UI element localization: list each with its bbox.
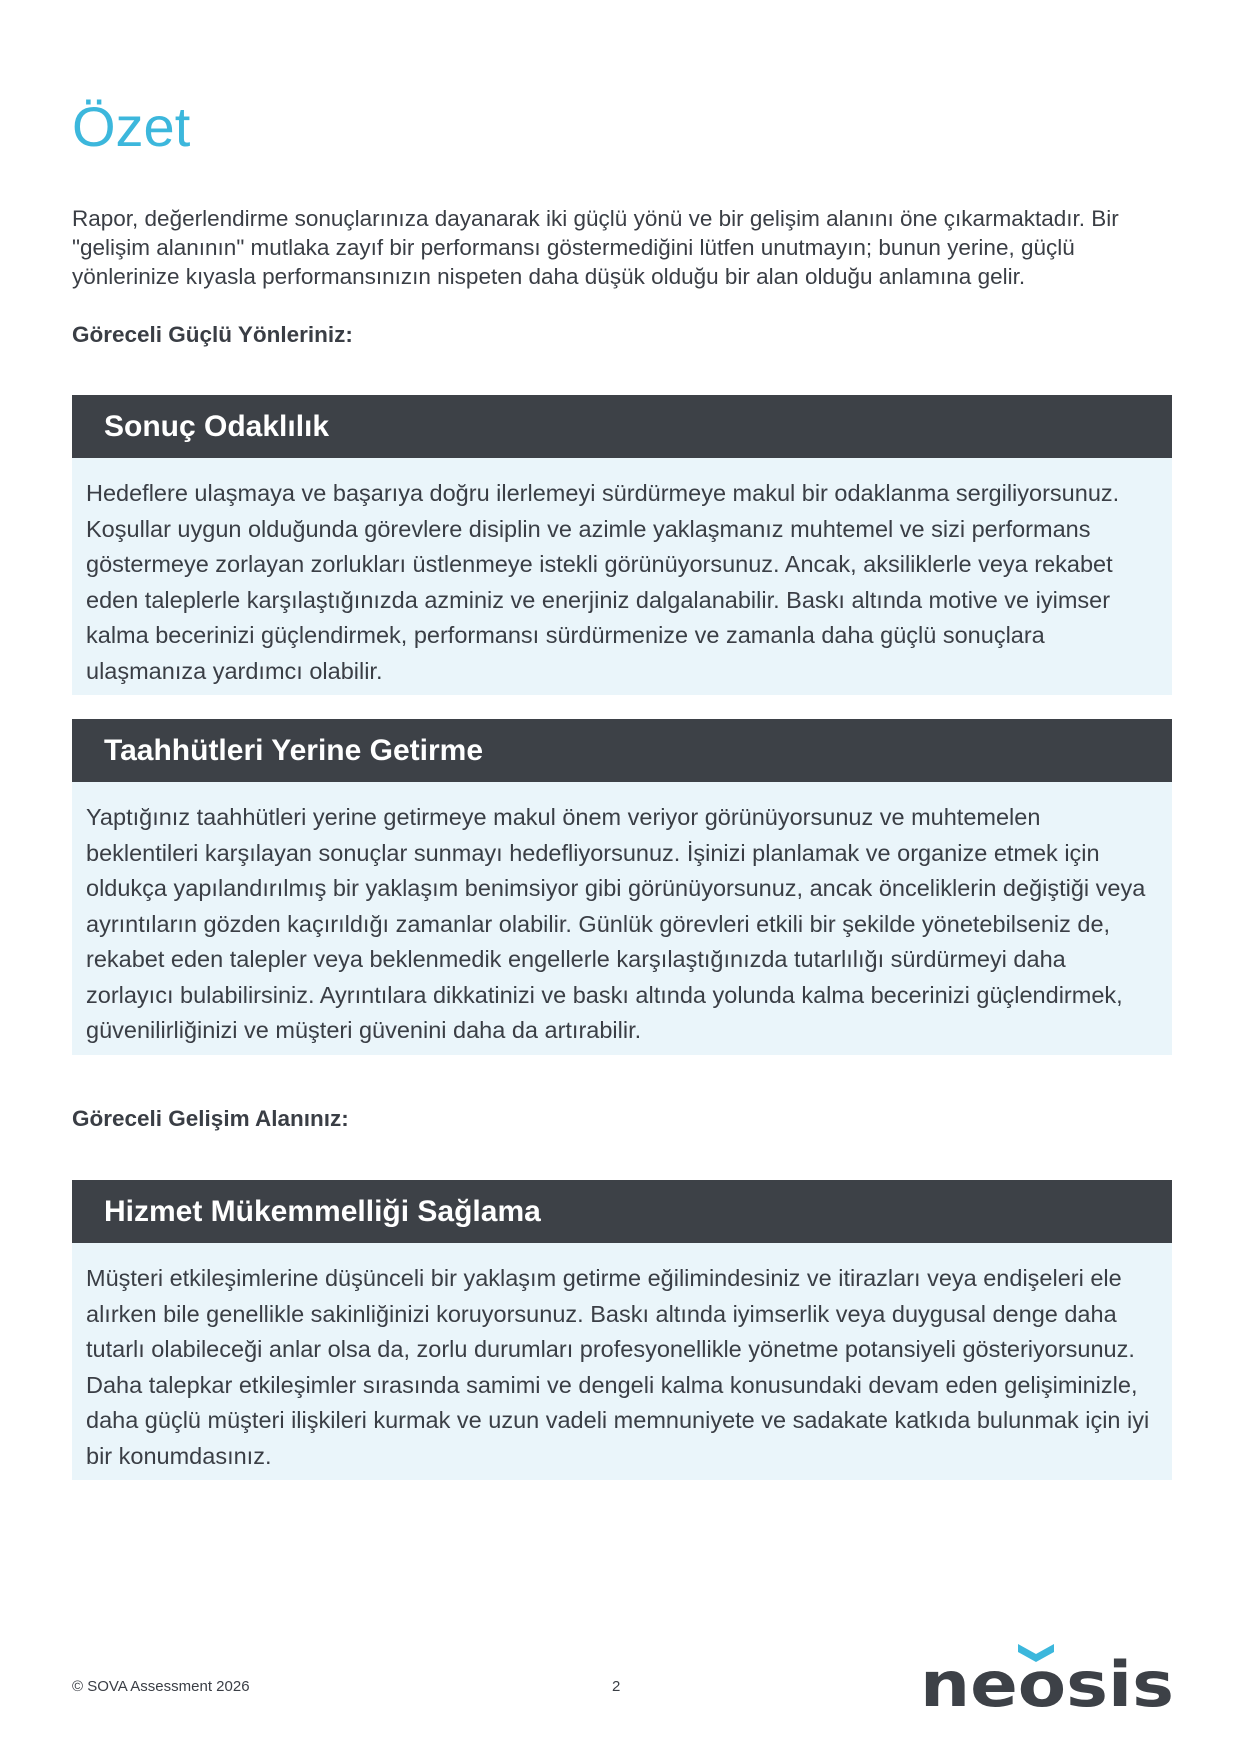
development-label: Göreceli Gelişim Alanınız:: [72, 1106, 349, 1131]
footer-page-number: 2: [612, 1678, 621, 1695]
card-title: Sonuç Odaklılık: [72, 395, 1172, 458]
neosis-logo: [920, 1640, 1180, 1712]
card-body: Müşteri etkileşimlerine düşünceli bir yaklaşım getirme eğilimindesiniz ve itirazları veya endişeleri ele alırken bile genellikle sakinliğinizi koruyorsunuz. Baskı altında iyimserlik veya duygusal denge daha tutarlı olabileceği anlar olsa da, zorlu durumları profesyonellikle yönetme potansiyeli gösteriyorsunuz. Daha talepkar etkileşimler sırasında samimi ve dengeli kalma konusundaki devam eden gelişiminizle, daha güçlü müşteri ilişkileri kurmak ve uzun vadeli memnuniyete ve sadakate katkıda bulunmak için iyi bir konumdasınız.: [86, 1265, 1150, 1469]
page-title: Özet: [72, 95, 191, 158]
card-body: Hedeflere ulaşmaya ve başarıya doğru ilerlemeyi sürdürmeye makul bir odaklanma sergiliyorsunuz. Koşullar uygun olduğunda görevlere disiplin ve azimle yaklaşmanız muhtemel ve sizi performans göstermeye zorlayan zorlukları üstlenmeye istekli görünüyorsunuz. Ancak, aksiliklerle veya rekabet eden taleplerle karşılaştığınızda azminiz ve enerjiniz dalgalanabilir. Baskı altında motive ve iyimser kalma becerinizi güçlendirmek, performansı sürdürmenize ve zamanla daha güçlü sonuçlara ulaşmanıza yardımcı olabilir.: [86, 480, 1120, 684]
strength-card-2: [72, 719, 1172, 1055]
card-title: Hizmet Mükemmelliği Sağlama: [72, 1180, 1172, 1243]
card-body: Yaptığınız taahhütleri yerine getirmeye makul önem veriyor görünüyorsunuz ve muhtemelen beklentileri karşılayan sonuçlar sunmayı hedefliyorsunuz. İşinizi planlamak ve organize etmek için oldukça yapılandırılmış bir yaklaşım benimsiyor gibi görünüyorsunuz, ancak önceliklerin değiştiği veya ayrıntıların gözden kaçırıldığı zamanlar olabilir. Günlük görevleri etkili bir şekilde yönetebilseniz de, rekabet eden talepler veya beklenmedik engellerle karşılaştığınızda tutarlılığı sürdürmeyi daha zorlayıcı bulabilirsiniz. Ayrıntılara dikkatinizi ve baskı altında yolunda kalma becerinizi güçlendirmek, güvenilirliğinizi ve müşteri güvenini daha da artırabilir.: [86, 804, 1146, 1043]
card-title: Taahhütleri Yerine Getirme: [72, 719, 1172, 782]
logo-wordmark: neosis: [920, 1648, 1174, 1712]
strength-card-1: [72, 395, 1172, 695]
development-card: [72, 1180, 1172, 1480]
intro-paragraph: Rapor, değerlendirme sonuçlarınıza dayanarak iki güçlü yönü ve bir gelişim alanını öne çıkarmaktadır. Bir "gelişim alanının" mutlaka zayıf bir performansı göstermediğini lütfen unutmayın; bunun yerine, güçlü yönlerinize kıyasla performansınızın nispeten daha düşük olduğu bir alan olduğu anlamına gelir.: [72, 206, 1119, 289]
strengths-label: Göreceli Güçlü Yönleriniz:: [72, 322, 353, 347]
footer-copyright: © SOVA Assessment 2026: [72, 1678, 250, 1695]
